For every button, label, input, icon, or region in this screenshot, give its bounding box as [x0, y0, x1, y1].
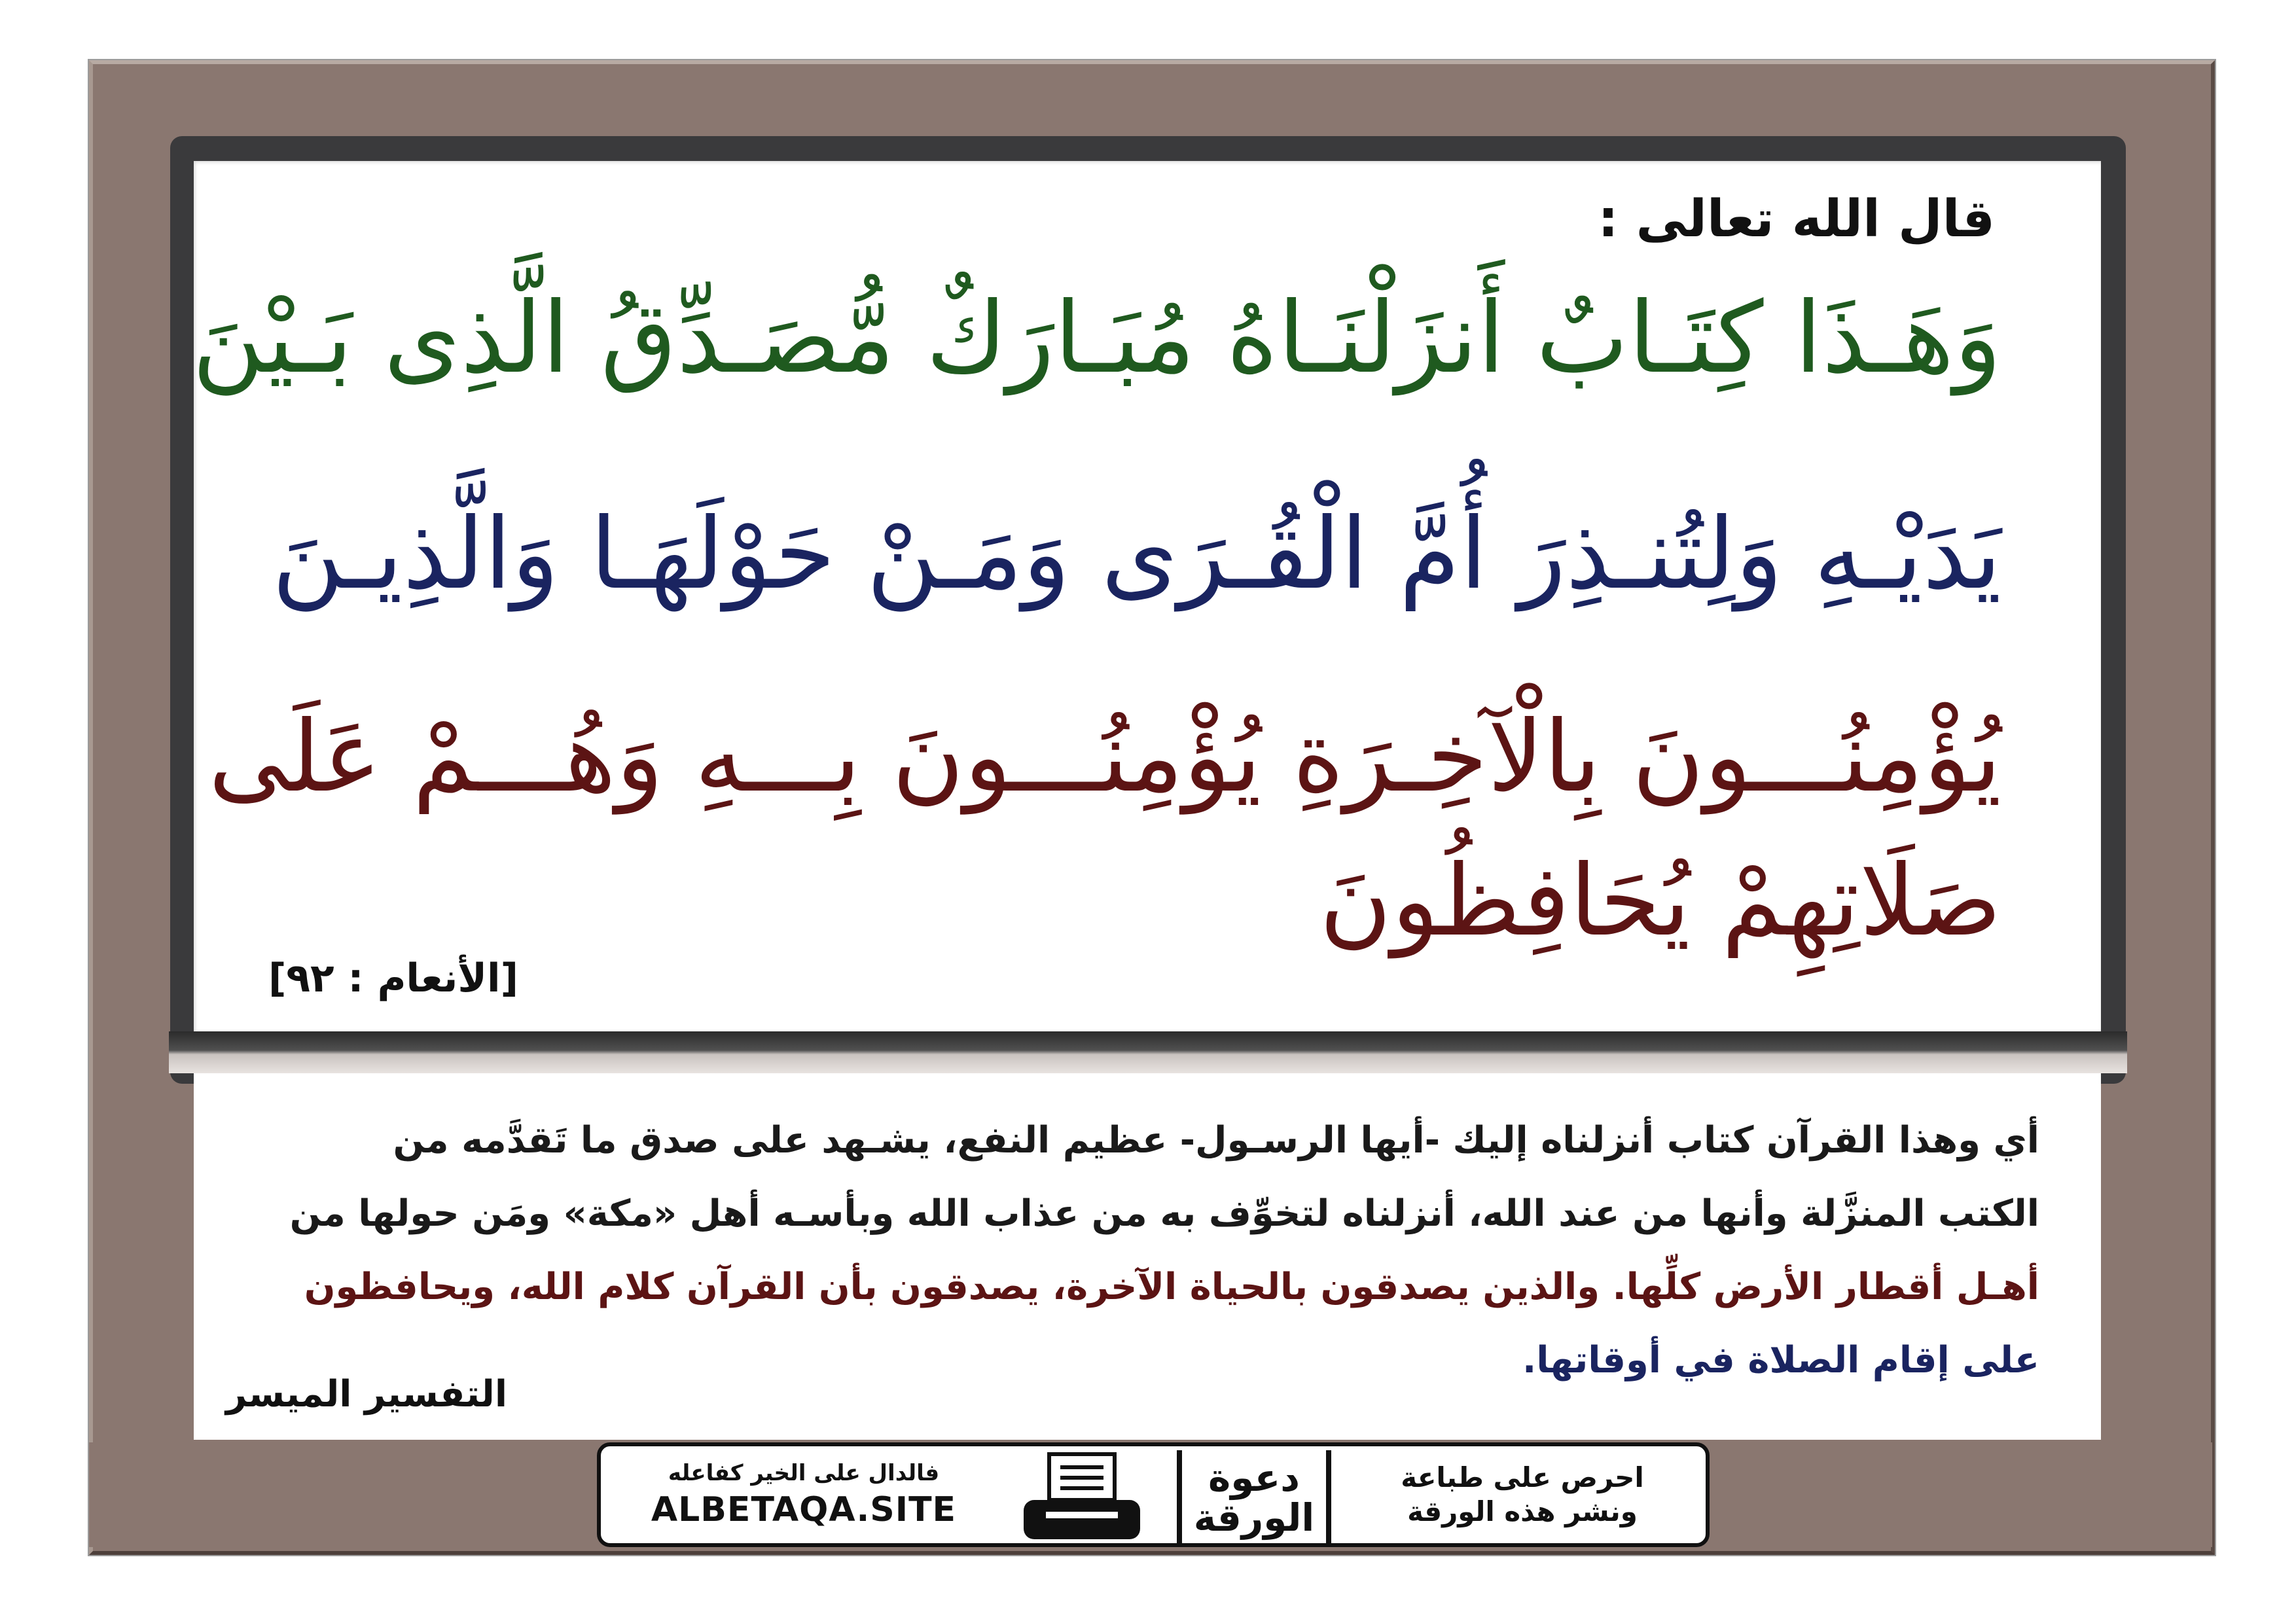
footer-print-text: احرص على طباعة	[1401, 1461, 1644, 1493]
verse-intro: قال الله تعالى :	[1598, 190, 1995, 249]
footer-share-text: ونشر هذه الورقة	[1407, 1495, 1638, 1527]
footer-left	[601, 1446, 1007, 1543]
dawa-logo	[1177, 1450, 1331, 1545]
footer-right	[1339, 1446, 1706, 1543]
frame-segment	[1728, 1442, 2212, 1547]
divider-bar	[169, 1031, 2127, 1073]
logo-line: الورقة	[1193, 1495, 1315, 1540]
frame-segment	[89, 1442, 593, 1547]
site-link[interactable]: ALBETAQA.SITE	[651, 1490, 957, 1529]
tafsir-line: أهـل أقطار الأرض كلِّها. والذين يصدقون بالحياة الآخرة، يصدقون بأن القرآن كلام الله، ويحافظون	[304, 1266, 2039, 1308]
printer-icon	[1020, 1452, 1144, 1543]
verse-reference: [الأنعام : ٩٢]	[268, 955, 519, 1001]
verse-line: يُؤْمِنُـــونَ بِالْآخِـرَةِ يُؤْمِنُـــونَ بِـــهِ وَهُـــمْ عَلَى	[208, 700, 2001, 814]
logo-line: دعوة	[1208, 1455, 1300, 1500]
tafsir-line: على إقام الصلاة في أوقاتها.	[1522, 1339, 2039, 1382]
verse-line: صَلَاتِهِمْ يُحَافِظُونَ	[1319, 844, 2001, 958]
tafsir-source: التفسير الميسر	[226, 1373, 508, 1416]
footer-proverb: فالدال على الخير كفاعله	[668, 1460, 940, 1486]
verse-line: يَدَيْـهِ وَلِتُنـذِرَ أُمَّ الْقُـرَى وَمَـنْ حَوْلَهَـا وَالَّذِيـنَ	[272, 497, 2001, 611]
verse-line: وَهَـذَا كِتَـابٌ أَنزَلْنَـاهُ مُبَـارَكٌ مُّصَـدِّقُ الَّذِى بَـيْنَ	[192, 281, 2001, 395]
footer-promo-box[interactable]	[597, 1442, 1710, 1547]
tafsir-line: الكتب المنزَّلة وأنها من عند الله، أنزلناه لتخوِّف به من عذاب الله وبأسـه أهل «مكة» ومَن حولها من	[289, 1192, 2039, 1235]
tafsir-line: أي وهذا القرآن كتاب أنزلناه إليك -أيها الرسـول- عظيم النفع، يشـهد على صدق ما تَقدَّمه من	[393, 1119, 2039, 1162]
